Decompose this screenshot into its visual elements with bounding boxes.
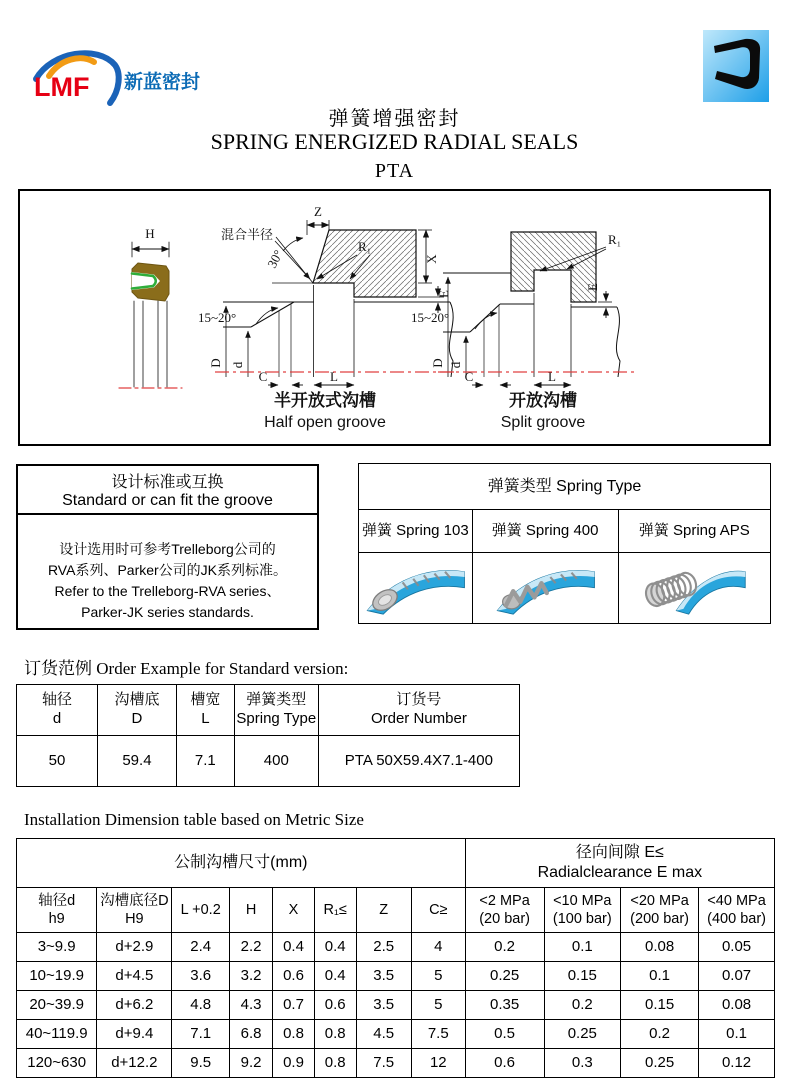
header-cell: C≥ (411, 888, 465, 933)
order-example-title: 订货范例 Order Example for Standard version: (24, 659, 349, 678)
dim-label-l: L (330, 369, 338, 384)
table-row (359, 553, 771, 624)
logo-text: LMF (34, 72, 90, 102)
table-row (359, 464, 771, 510)
cell: 0.25 (621, 1049, 699, 1078)
dim-label-d: d (448, 361, 463, 369)
cell: 20~39.9 (17, 991, 97, 1020)
cell: 3.5 (356, 991, 411, 1020)
cell: 4 (411, 933, 465, 962)
cell: d+2.9 (97, 933, 172, 962)
cell: 40~119.9 (17, 1020, 97, 1049)
cell: d+4.5 (97, 962, 172, 991)
cell: d+12.2 (97, 1049, 172, 1078)
cell: 5 (411, 991, 465, 1020)
standard-box-header (18, 466, 317, 515)
cell: 0.6 (465, 1049, 544, 1078)
table-row (17, 1020, 775, 1049)
cell: 50 (17, 736, 98, 787)
cell: 7.1 (176, 736, 234, 787)
cell: 0.4 (314, 962, 356, 991)
cell: 0.25 (544, 1020, 621, 1049)
cell: 120~630 (17, 1049, 97, 1078)
column-header-row (17, 888, 775, 933)
standard-line: Parker-JK series standards. (81, 604, 254, 620)
clearance-group-header: 径向间隙 E≤ Radialclearance E max (465, 839, 774, 888)
cell: 3~9.9 (17, 933, 97, 962)
cell: 0.3 (544, 1049, 621, 1078)
header-cell: 沟槽底 D (97, 685, 176, 736)
split-groove-drawing (411, 232, 634, 431)
standard-title-cn: 设计标准或互换 (111, 474, 224, 491)
cell: 0.15 (621, 991, 699, 1020)
dim-label-D: D (430, 358, 445, 368)
cell: PTA 50X59.4X7.1-400 (318, 736, 519, 787)
cell: 0.25 (465, 962, 544, 991)
seal-cross-section-graphic (119, 226, 182, 388)
header-cell: <40 MPa (400 bar) (699, 888, 775, 933)
cell: 4.5 (356, 1020, 411, 1049)
dim-label-D: D (208, 358, 223, 368)
spring-type-title: 弹簧类型 Spring Type (359, 464, 771, 510)
dim-label-x: X (424, 254, 439, 264)
dim-label-e: E (436, 290, 451, 298)
cell: 12 (411, 1049, 465, 1078)
series-name: PTA (374, 160, 415, 182)
table-row (359, 510, 771, 553)
cell: 2.4 (172, 933, 230, 962)
header-cell: 订货号 Order Number (318, 685, 519, 736)
standard-title-en: Standard or can fit the groove (62, 492, 273, 509)
cell: 0.08 (621, 933, 699, 962)
spring-400-cell (472, 553, 618, 624)
spring-400-label: 弹簧 Spring 400 (472, 510, 618, 553)
standard-line: RVA系列、Parker公司的JK系列标准。 (47, 562, 288, 578)
cell: 3.6 (172, 962, 230, 991)
header-cell: 槽宽 L (176, 685, 234, 736)
header-cell: 沟槽底径D H9 (97, 888, 172, 933)
groove-diagram-box (18, 189, 771, 446)
metric-group-header: 公制沟槽尺寸(mm) (17, 839, 466, 888)
header-cell: <2 MPa (20 bar) (465, 888, 544, 933)
company-logo (26, 46, 201, 110)
cell: 0.05 (699, 933, 775, 962)
angle-range-label: 15~20° (198, 310, 237, 325)
cell: 0.15 (544, 962, 621, 991)
cell: 0.2 (544, 991, 621, 1020)
dim-label-l: L (548, 369, 556, 384)
spring-aps-cell (618, 553, 770, 624)
cell: 0.07 (699, 962, 775, 991)
cell: 5 (411, 962, 465, 991)
cell: 0.9 (273, 1049, 315, 1078)
cell: 3.2 (229, 962, 272, 991)
cell: d+9.4 (97, 1020, 172, 1049)
header-cell: 弹簧类型 Spring Type (234, 685, 318, 736)
cell: 0.8 (314, 1049, 356, 1078)
cell: 400 (234, 736, 318, 787)
group-header-row (17, 839, 775, 888)
cell: 0.4 (314, 933, 356, 962)
spring-aps-image (641, 554, 747, 616)
seal-profile-icon (703, 30, 769, 102)
header-cell: <20 MPa (200 bar) (621, 888, 699, 933)
cell: 0.08 (699, 991, 775, 1020)
table-row (17, 991, 775, 1020)
cell: 0.8 (314, 1020, 356, 1049)
header-cell: X (273, 888, 315, 933)
cell: 0.5 (465, 1020, 544, 1049)
half-open-caption-en: Half open groove (264, 414, 386, 431)
spring-400-image (492, 554, 598, 616)
angle-30-label: 30° (264, 247, 286, 271)
standard-line: Refer to the Trelleborg-RVA series、 (54, 583, 281, 599)
split-caption-en: Split groove (500, 414, 586, 431)
spring-103-image (362, 554, 468, 616)
dim-label-c: C (464, 369, 474, 384)
cell: 0.1 (621, 962, 699, 991)
angle-range-label: 15~20° (411, 310, 450, 325)
spring-103-label: 弹簧 Spring 103 (359, 510, 473, 553)
logo-chinese-name: 新蓝密封 (124, 72, 201, 93)
cell: 7.5 (356, 1049, 411, 1078)
installation-table (16, 838, 775, 1078)
dim-label-h: H (145, 226, 155, 241)
table-header-row (17, 685, 520, 736)
standard-box-body (18, 515, 317, 623)
cell: 7.1 (172, 1020, 230, 1049)
header-cell: H (229, 888, 272, 933)
groove-diagrams (20, 191, 769, 444)
cell: 0.12 (699, 1049, 775, 1078)
cell: 2.5 (356, 933, 411, 962)
cell: 2.2 (229, 933, 272, 962)
standard-box (16, 464, 319, 630)
blend-radius-label: 混合半径 (220, 227, 273, 242)
cell: 0.1 (699, 1020, 775, 1049)
order-example-table (16, 684, 520, 787)
cell: 9.2 (229, 1049, 272, 1078)
spring-aps-label: 弹簧 Spring APS (618, 510, 770, 553)
cell: 0.2 (621, 1020, 699, 1049)
cell: 3.5 (356, 962, 411, 991)
cell: 0.1 (544, 933, 621, 962)
table-row (17, 933, 775, 962)
split-caption-cn: 开放沟槽 (509, 391, 577, 410)
table-row (17, 1049, 775, 1078)
spring-type-table (358, 463, 771, 624)
standard-line: 设计选用时可参考Trelleborg公司的 (59, 541, 276, 557)
cell: 6.8 (229, 1020, 272, 1049)
r1-label: R₁ (358, 239, 372, 254)
cell: 0.6 (314, 991, 356, 1020)
header-cell: <10 MPa (100 bar) (544, 888, 621, 933)
cell: 0.2 (465, 933, 544, 962)
page-title-en: SPRING ENERGIZED RADIAL SEALS (210, 129, 579, 154)
cell: 59.4 (97, 736, 176, 787)
half-open-caption-cn: 半开放式沟槽 (274, 391, 376, 410)
cell: 0.7 (273, 991, 315, 1020)
dim-label-c: C (258, 369, 268, 384)
cell: 0.35 (465, 991, 544, 1020)
dim-label-d: d (230, 361, 245, 369)
dim-label-e: E (585, 283, 600, 291)
header-cell: R₁≤ (314, 888, 356, 933)
cell: 0.4 (273, 933, 315, 962)
cell: 0.8 (273, 1020, 315, 1049)
cell: 4.3 (229, 991, 272, 1020)
r1-label: R₁ (608, 232, 622, 247)
cell: 9.5 (172, 1049, 230, 1078)
dim-label-z: Z (314, 204, 322, 219)
page-title-cn: 弹簧增强密封 (328, 108, 461, 130)
cell: 10~19.9 (17, 962, 97, 991)
header-cell: L +0.2 (172, 888, 230, 933)
cell: 7.5 (411, 1020, 465, 1049)
cell: d+6.2 (97, 991, 172, 1020)
spring-103-cell (359, 553, 473, 624)
installation-title: Installation Dimension table based on Metric Size (24, 810, 364, 829)
header-cell: 轴径d h9 (17, 888, 97, 933)
cell: 0.6 (273, 962, 315, 991)
header-cell: Z (356, 888, 411, 933)
cell: 4.8 (172, 991, 230, 1020)
table-row (17, 736, 520, 787)
table-row (17, 962, 775, 991)
header-cell: 轴径 d (17, 685, 98, 736)
